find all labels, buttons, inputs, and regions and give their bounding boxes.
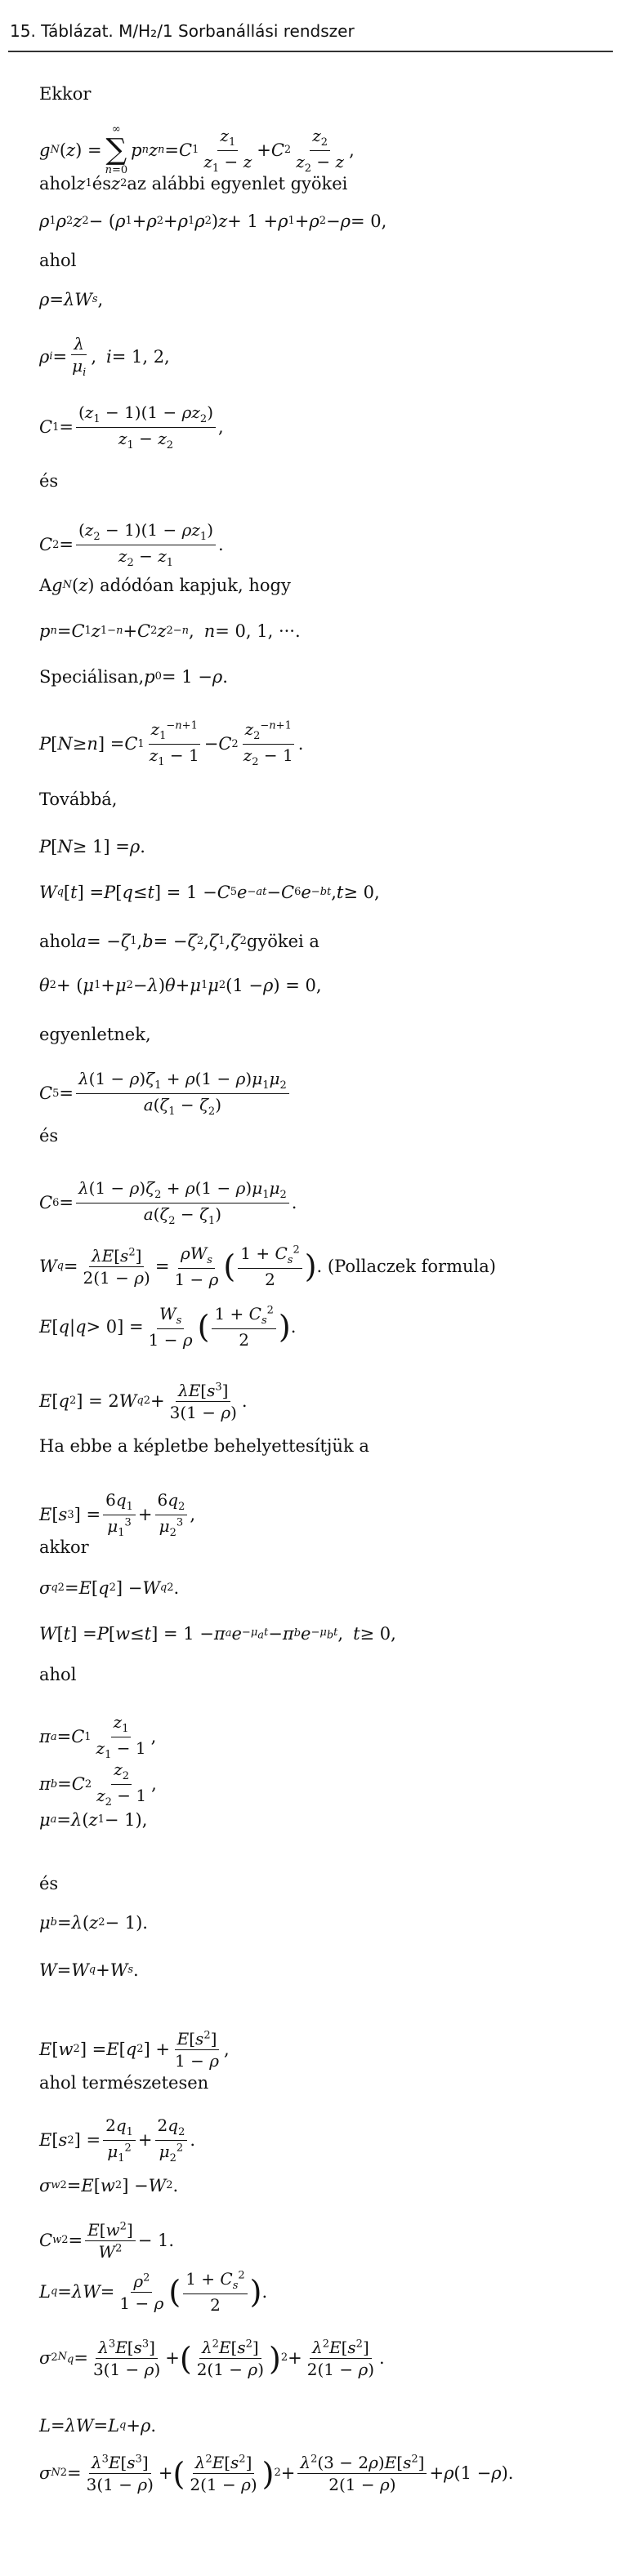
eq-c6: C 6 = $\frac{\lambda(1 - \rho)\zeta_2 + \rho(1 - \rho)\mu_1\mu_2}{a(\zeta_2 - \zeta_1)}$ .	[39, 1178, 297, 1228]
eq-ew2: E [ w 2 ] = E [ q 2 ] + $\frac{E[s^2]}{1 - \rho}$ ,	[39, 2029, 230, 2071]
text-roots: ahol z 1 és z 2 az alábbi egyenlet gyökei	[39, 174, 348, 194]
text-p0: Speciálisan, p 0 = 1 − ρ .	[39, 667, 228, 687]
eq-cw2: C w 2 = $\frac{E[w^2]}{W^2}$ − 1.	[39, 2220, 175, 2262]
eq-c2: C 2 = $\frac{(z_2 - 1)(1 - \rho z_1)}{z_2 - z_1}$ .	[39, 520, 224, 570]
eq-pn: p n = C 1 z 1 −n + C 2 z 2 −n , n = 0, 1, ···.	[39, 621, 301, 641]
text-zeta-roots: ahol a = − ζ 1 , b = − ζ 2 , ζ 1 , ζ 2 gyökei a	[39, 932, 319, 951]
text-ahol-1: ahol	[39, 251, 77, 270]
eq-theta: θ 2 + ( μ 1 + μ 2 − λ ) θ + μ 1 μ 2 (1 − ρ ) = 0,	[39, 976, 322, 995]
text-termeszetesen: ahol természetesen	[39, 2073, 209, 2093]
eq-wq-distribution: W q [ t ] = P [ q ≤ t ] = 1 − C 5 e −at − C 6 e −bt , t ≥ 0,	[39, 883, 380, 902]
page-header: 15. Táblázat. M/H₂/1 Sorbanállási rendszer	[10, 21, 355, 41]
header-rule	[8, 51, 613, 52]
text-es-2: és	[39, 1126, 59, 1146]
eq-mu-b: μ b = λ ( z 2 − 1).	[39, 1913, 148, 1933]
eq-p-busy: P [ N ≥ 1] = ρ .	[39, 837, 145, 856]
eq-w-sum: W = W q + W s .	[39, 1960, 139, 1980]
eq-es2: E [ s 2 ] = $\frac{2q_1}{\mu_1^2}$ + $\frac{2q_2}{\mu_2^2}$ .	[39, 2116, 196, 2165]
eq-tail-prob: P [ N ≥ n ] = C 1 $\frac{z_1^{-n+1}}{z_1 - 1}$ − C 2 $\frac{z_2^{-n+1}}{z_2 - 1}$ .	[39, 719, 304, 769]
text-ekkor: Ekkor	[39, 84, 92, 104]
text-es-3: és	[39, 1874, 59, 1893]
text-akkor: akkor	[39, 1537, 89, 1557]
eq-pi-a: π a = C 1 $\frac{z_1}{z_1 - 1}$ ,	[39, 1712, 157, 1762]
eq-w-distribution: W [ t ] = P [ w ≤ t ] = 1 − π a e $-\mu_at$ − π b e $-\mu_bt$ , t ≥ 0,	[39, 1624, 396, 1644]
text-es-1: és	[39, 471, 59, 491]
eq-variance-n: σ N 2 = $\frac{\lambda^3E[s^3]}{3(1 - \rho)}$ + ( $\frac{\lambda^2E[s^2]}{2(1 - \rho)}$ ) 2 + $\frac{\lambda^2(3 - 2\rho)E[s^2]}{2(1 - \rho)}$ + ρ (1 − ρ ).	[39, 2453, 514, 2494]
text-behelyettesit: Ha ebbe a képletbe behelyettesítjük a	[39, 1436, 369, 1456]
eq-quadratic-z: ρ 1 ρ 2 z 2 − ( ρ 1 + ρ 2 + ρ 1 ρ 2 ) z + 1 + ρ 1 + ρ 2 − ρ = 0,	[39, 211, 387, 231]
eq-c5: C 5 = $\frac{\lambda(1 - \rho)\zeta_1 + \rho(1 - \rho)\mu_1\mu_2}{a(\zeta_1 - \zeta_2)}$	[39, 1070, 292, 1119]
text-tovabba: Továbbá,	[39, 790, 118, 809]
eq-variance-w: σ w 2 = E [ w 2 ] − W 2 .	[39, 2176, 179, 2196]
eq-variance-nq: σ 2 $N_q$ = $\frac{\lambda^3E[s^3]}{3(1 - \rho)}$ + ( $\frac{\lambda^2E[s^2]}{2(1 - \rho)}$ ) 2 + $\frac{\lambda^2E[s^2]}{2(1 - \rho)}$ .	[39, 2338, 385, 2379]
eq-pi-b: π b = C 2 $\frac{z_2}{z_2 - 1}$ ,	[39, 1760, 157, 1809]
eq-conditional-wait: E [ q | q > 0] = $\frac{W_s}{1 - \rho}$ ( $\frac{1 + C_s^2}{2}$ ) .	[39, 1304, 297, 1350]
eq-rho: ρ = λW s ,	[39, 290, 104, 309]
text-egyenletnek: egyenletnek,	[39, 1025, 151, 1044]
eq-lq: L q = λW = $\frac{\rho^2}{1 - \rho}$ ( $\frac{1 + C_s^2}{2}$ ) .	[39, 2269, 268, 2316]
eq-c1: C 1 = $\frac{(z_1 - 1)(1 - \rho z_2)}{z_1 - z_2}$ ,	[39, 403, 224, 452]
eq-mu-a: μ a = λ ( z 1 − 1),	[39, 1810, 148, 1830]
text-kapjuk: A g N ( z ) adódóan kapjuk, hogy	[39, 576, 291, 595]
eq-es3: E [ s 3 ] = $\frac{6q_1}{\mu_1^3}$ + $\frac{6q_2}{\mu_2^3}$ ,	[39, 1490, 196, 1540]
eq-second-moment-q: E [ q 2 ] = 2 W q 2 + $\frac{\lambda E[s^3]}{3(1 - \rho)}$ .	[39, 1381, 248, 1422]
eq-rho-i: ρ i = $\frac{\lambda}{\mu_i}$ , i = 1, 2,	[39, 334, 170, 379]
eq-generating-function: g N ( z ) = ∞ ∑ n=0 p n z n = C 1 $\frac{z_1}{z_1 - z}$ + C 2 $\frac{z_2}{z_2 - z}$ ,	[39, 123, 355, 177]
eq-little-law: L = λW = L q + ρ .	[39, 2416, 157, 2436]
text-ahol-2: ahol	[39, 1665, 77, 1684]
eq-pollaczek: W q = $\frac{\lambda E[s^2]}{2(1 - \rho)}$ = $\frac{\rho W_s}{1 - \rho}$ ( $\frac{1 + C_s^2}{2}$ ) . (Pollaczek formula)	[39, 1244, 496, 1290]
eq-variance-q: σ q 2 = E [ q 2 ] − W q 2 .	[39, 1578, 180, 1598]
